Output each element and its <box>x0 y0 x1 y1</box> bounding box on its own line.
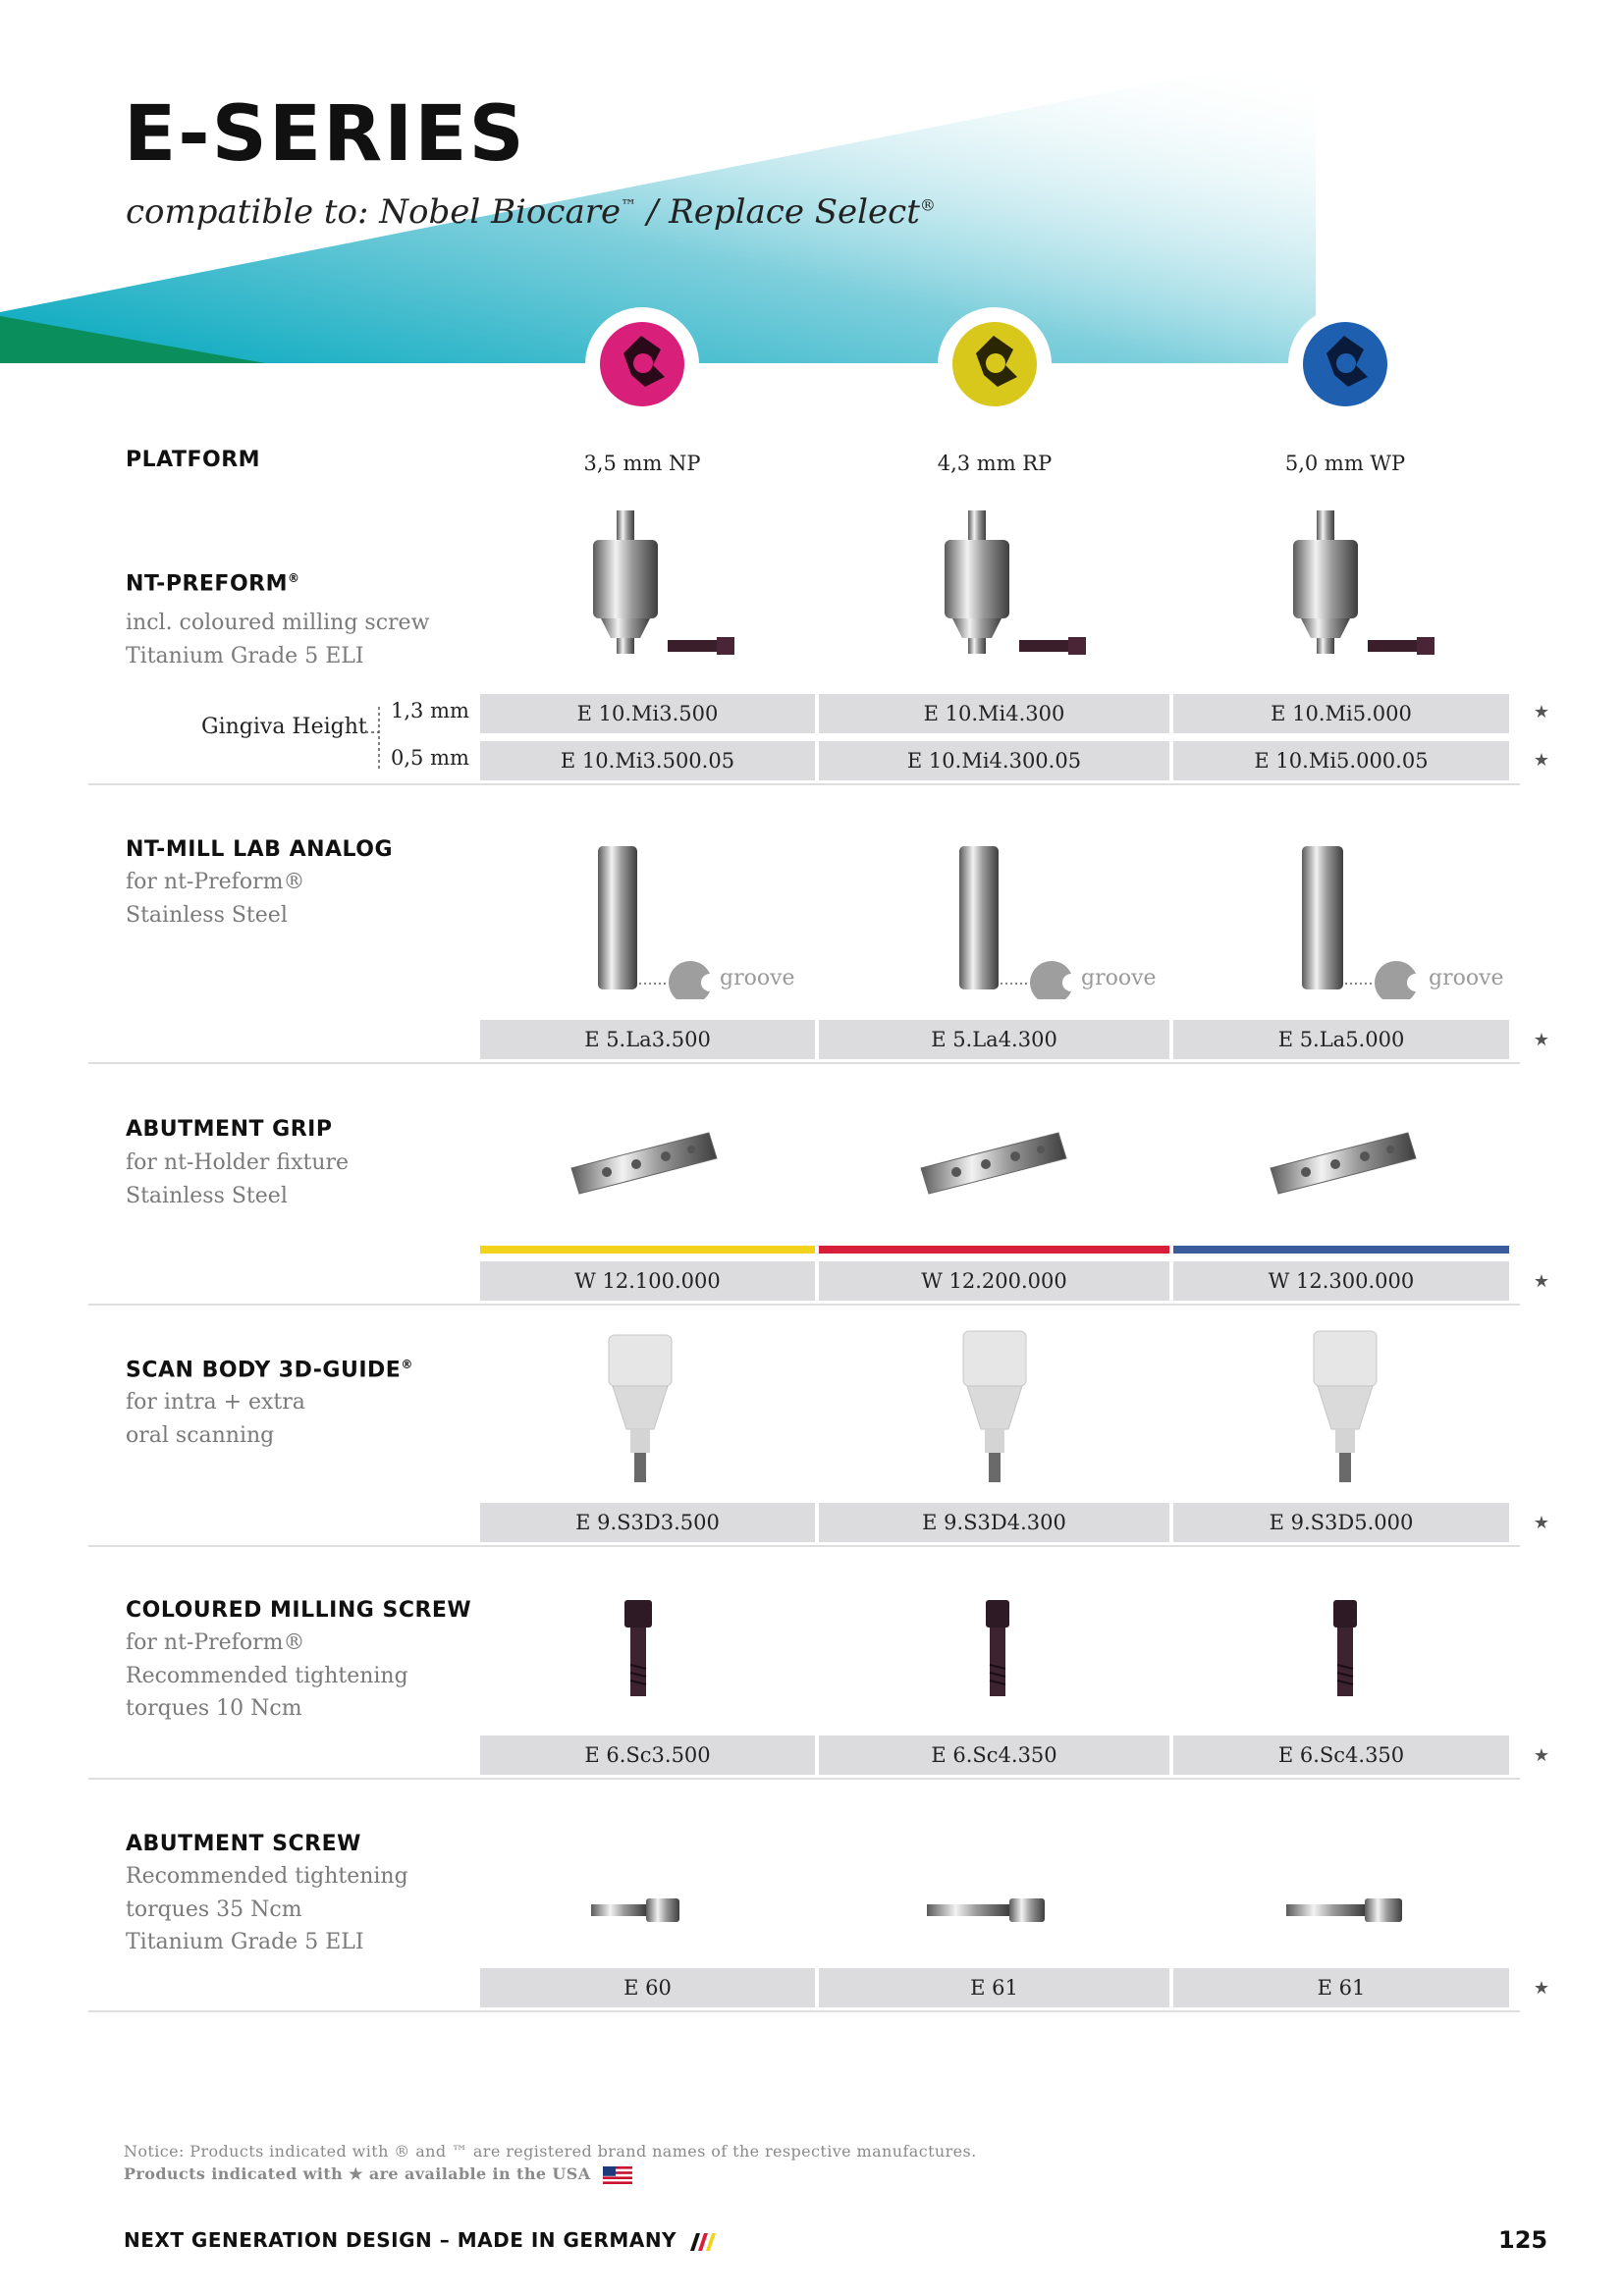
notice-text: Notice: Products indicated with ® and ™ are registered brand names of the respective manufactures. <box>124 2142 977 2161</box>
code-cell: E 61 <box>819 1968 1169 2007</box>
milling-screw-desc-3: torques 10 Ncm <box>126 1696 302 1721</box>
grip-color-bar-red <box>819 1246 1169 1254</box>
abutment-screw-np-image <box>587 1891 685 1930</box>
grip-title: ABUTMENT GRIP <box>126 1117 333 1142</box>
lab-analog-np-image <box>594 842 722 999</box>
usa-star-icon: ★ <box>1533 1745 1550 1766</box>
gingiva-bracket <box>365 705 383 774</box>
code-cell: W 12.300.000 <box>1173 1261 1509 1301</box>
usa-star-icon: ★ <box>1533 1030 1550 1050</box>
section-divider <box>88 2010 1520 2012</box>
section-divider <box>88 1545 1520 1547</box>
groove-label: groove <box>1429 966 1504 990</box>
usa-star-icon: ★ <box>1533 702 1550 722</box>
milling-screw-desc-2: Recommended tightening <box>126 1664 408 1688</box>
code-cell: E 5.La4.300 <box>819 1020 1169 1059</box>
usa-notice-text: Products indicated with ★ are available in the USA <box>124 2164 632 2184</box>
preform-wp-image <box>1279 508 1446 666</box>
code-cell: E 10.Mi3.500.05 <box>480 741 815 780</box>
code-cell: E 5.La3.500 <box>480 1020 815 1059</box>
platform-np-icon <box>584 306 700 422</box>
lab-analog-desc-2: Stainless Steel <box>126 903 288 928</box>
section-divider <box>88 783 1520 785</box>
code-cell: E 5.La5.000 <box>1173 1020 1509 1059</box>
page-subtitle: compatible to: Nobel Biocare™ / Replace Select® <box>126 192 936 232</box>
groove-label: groove <box>720 966 795 990</box>
code-cell: E 10.Mi4.300 <box>819 694 1169 733</box>
milling-screw-wp-image <box>1326 1596 1365 1704</box>
page-number: 125 <box>1498 2226 1548 2254</box>
code-cell: E 60 <box>480 1968 815 2007</box>
code-cell: E 10.Mi3.500 <box>480 694 815 733</box>
code-cell: E 6.Sc4.350 <box>819 1735 1169 1775</box>
grip-desc-2: Stainless Steel <box>126 1184 288 1208</box>
usa-star-icon: ★ <box>1533 750 1550 771</box>
abutment-screw-desc-2: torques 35 Ncm <box>126 1897 302 1922</box>
grip-desc-1: for nt-Holder fixture <box>126 1150 350 1175</box>
preform-title: NT-PREFORM® <box>126 571 300 597</box>
milling-screw-np-image <box>619 1596 658 1704</box>
platform-wp: 5,0 mm WP <box>1284 452 1406 475</box>
usa-star-icon: ★ <box>1533 1978 1550 1999</box>
lab-analog-desc-1: for nt-Preform® <box>126 870 305 894</box>
brand-slashes-icon <box>690 2231 716 2253</box>
footer-tagline: NEXT GENERATION DESIGN – MADE IN GERMANY <box>124 2228 716 2253</box>
scanbody-desc-2: oral scanning <box>126 1423 275 1448</box>
scanbody-rp-image <box>955 1327 1034 1488</box>
groove-label: groove <box>1081 966 1157 990</box>
platform-np: 3,5 mm NP <box>583 452 701 475</box>
grip-wp-image <box>1267 1117 1424 1196</box>
grip-color-bar-blue <box>1173 1246 1509 1254</box>
gingiva-height-label: Gingiva Height <box>201 715 367 739</box>
scanbody-np-image <box>601 1331 679 1488</box>
scanbody-title: SCAN BODY 3D-GUIDE® <box>126 1358 413 1383</box>
code-cell: E 10.Mi5.000 <box>1173 694 1509 733</box>
grip-rp-image <box>917 1117 1074 1196</box>
abutment-screw-desc-1: Recommended tightening <box>126 1864 408 1889</box>
platform-rp-icon <box>937 306 1053 422</box>
abutment-screw-wp-image <box>1282 1891 1410 1930</box>
preform-desc-2: Titanium Grade 5 ELI <box>126 644 364 668</box>
platform-rp: 4,3 mm RP <box>937 452 1053 475</box>
milling-screw-title: COLOURED MILLING SCREW <box>126 1598 472 1623</box>
code-cell: E 10.Mi4.300.05 <box>819 741 1169 780</box>
code-cell: E 9.S3D3.500 <box>480 1503 815 1542</box>
milling-screw-rp-image <box>978 1596 1017 1704</box>
platform-label: PLATFORM <box>126 448 261 472</box>
grip-np-image <box>568 1117 725 1196</box>
usa-star-icon: ★ <box>1533 1271 1550 1292</box>
section-divider <box>88 1062 1520 1064</box>
usa-flag-icon <box>603 2166 632 2184</box>
abutment-screw-rp-image <box>923 1891 1051 1930</box>
preform-rp-image <box>931 508 1098 666</box>
code-cell: W 12.100.000 <box>480 1261 815 1301</box>
platform-wp-icon <box>1287 306 1403 422</box>
code-cell: E 10.Mi5.000.05 <box>1173 741 1509 780</box>
gingiva-height-1: 1,3 mm <box>391 699 469 722</box>
code-cell: E 9.S3D4.300 <box>819 1503 1169 1542</box>
preform-desc-1: incl. coloured milling screw <box>126 611 430 635</box>
code-cell: W 12.200.000 <box>819 1261 1169 1301</box>
lab-analog-wp-image <box>1298 842 1426 999</box>
usa-star-icon: ★ <box>1533 1513 1550 1533</box>
code-cell: E 6.Sc4.350 <box>1173 1735 1509 1775</box>
grip-color-bar-yellow <box>480 1246 815 1254</box>
code-cell: E 9.S3D5.000 <box>1173 1503 1509 1542</box>
milling-screw-desc-1: for nt-Preform® <box>126 1630 305 1655</box>
lab-analog-title: NT-MILL LAB ANALOG <box>126 837 394 862</box>
preform-np-image <box>579 508 746 666</box>
page-title: E-SERIES <box>124 90 526 179</box>
code-cell: E 6.Sc3.500 <box>480 1735 815 1775</box>
scanbody-wp-image <box>1306 1327 1384 1488</box>
code-cell: E 61 <box>1173 1968 1509 2007</box>
scanbody-desc-1: for intra + extra <box>126 1390 305 1415</box>
section-divider <box>88 1304 1520 1306</box>
lab-analog-rp-image <box>955 842 1083 999</box>
gingiva-height-2: 0,5 mm <box>391 746 469 770</box>
section-divider <box>88 1778 1520 1780</box>
abutment-screw-desc-3: Titanium Grade 5 ELI <box>126 1930 364 1954</box>
abutment-screw-title: ABUTMENT SCREW <box>126 1832 361 1856</box>
